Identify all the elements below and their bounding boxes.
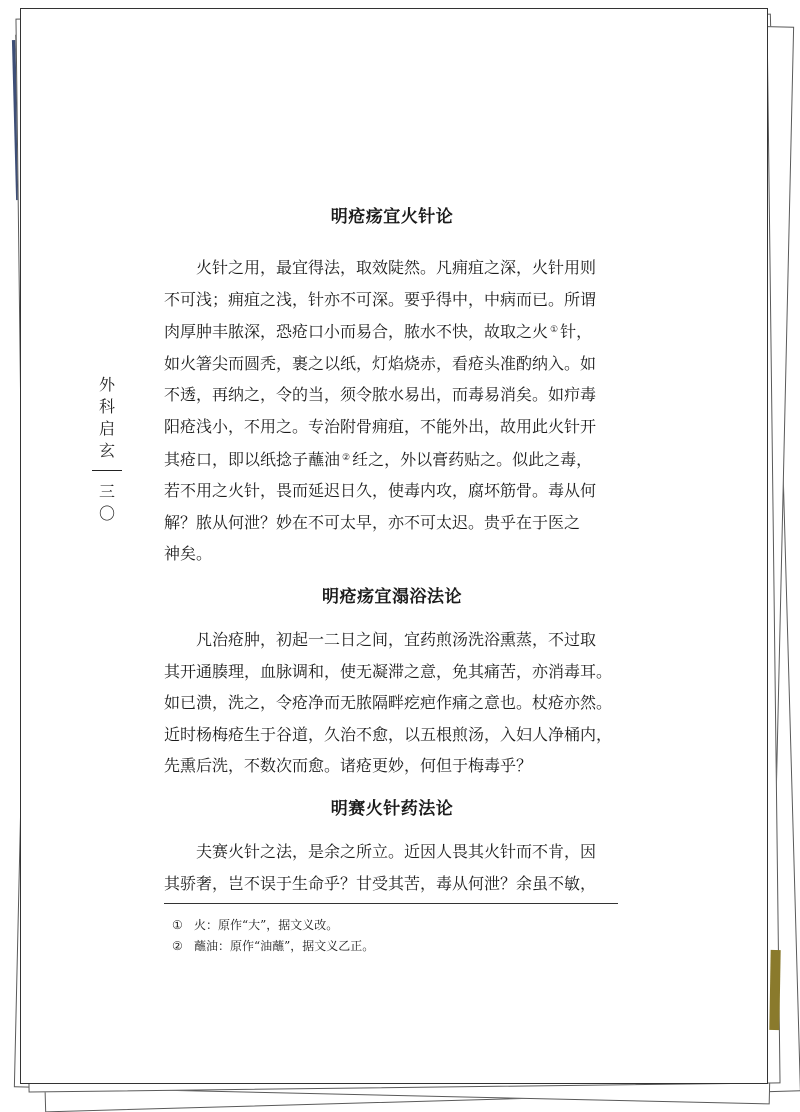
page-number-vertical bbox=[92, 481, 122, 525]
section-heading: 明疮疡宜火针论 bbox=[330, 207, 454, 227]
text-line: 神矣。 bbox=[164, 544, 213, 564]
footnote-text: 蘸油：原作“油蘸”，据文义乙正。 bbox=[194, 939, 375, 953]
text-line: 不透，再纳之，令的当，须令脓水易出，而毒易消矣。如疖毒 bbox=[164, 385, 597, 405]
text-line bbox=[164, 443, 620, 476]
text-line: 火针之用，最宜得法，取效陡然。凡痈疽之深，火针用则 bbox=[196, 258, 597, 277]
book-title-vertical bbox=[92, 374, 122, 462]
footnote-item bbox=[172, 915, 612, 936]
stacked-page-edge bbox=[769, 950, 780, 1030]
text-line: 凡治疮肿，初起一二日之间，宜药煎汤洗浴熏蒸，不过取 bbox=[196, 629, 597, 649]
text-line: 阳疮浅小，不用之。专治附骨痈疽，不能外出，故用此火针开 bbox=[164, 416, 597, 436]
text-run: 其疮口，即以纸捻子蘸油 bbox=[164, 449, 341, 469]
book-title-char: 玄 bbox=[98, 441, 115, 460]
text-line: 近时杨梅疮生于谷道，久治不愈，以五根煎汤，入妇人净桶内， bbox=[164, 724, 613, 744]
text-line: 不可浅；痈疽之浅，针亦不可深。要乎得中，中病而已。所谓 bbox=[164, 289, 597, 309]
book-title-char: 启 bbox=[98, 419, 115, 438]
page-number-char: 三 bbox=[98, 482, 115, 501]
footnote-mark: ① bbox=[172, 918, 183, 932]
text-line: 如火箸尖而圆秃，裹之以纸，灯焰烧赤，看疮头准酌纳入。如 bbox=[164, 353, 597, 373]
text-line: 先熏后洗，不数次而愈。诸疮更妙，何但于梅毒乎？ bbox=[164, 756, 533, 776]
page-number-char: 〇 bbox=[98, 504, 115, 523]
footnote-text: 火：原作“大”，据文义改。 bbox=[194, 918, 339, 932]
text-line: 其开通腠理，血脉调和，使无凝滞之意，免其痛苦，亦消毒耳。 bbox=[164, 661, 613, 681]
book-title-char: 外 bbox=[98, 375, 115, 394]
text-line: 如已溃，洗之，令疮净而无脓隔畔疙疤作痛之意也。杖疮亦然。 bbox=[164, 693, 613, 713]
footnotes bbox=[172, 915, 612, 957]
footnote-item bbox=[172, 936, 612, 957]
footnote-ref[interactable]: ① bbox=[550, 325, 559, 336]
footnote-ref[interactable]: ② bbox=[342, 452, 351, 463]
text-line: 解？脓从何泄？妙在不可太早，亦不可太迟。贵乎在于医之 bbox=[164, 512, 581, 532]
footnote-mark: ② bbox=[172, 939, 183, 953]
text-run: 纴之，外以膏药贴之。似此之毒， bbox=[352, 449, 593, 469]
side-running-title bbox=[92, 374, 122, 525]
text-line: 夫赛火针之法，是余之所立。近因人畏其火针而不肯，因 bbox=[196, 841, 597, 861]
text-line bbox=[164, 315, 620, 348]
text-line: 其骄奢，岂不误于生命乎？甘受其苦，毒从何泄？余虽不敏， bbox=[164, 873, 597, 893]
side-divider bbox=[92, 470, 122, 471]
footnote-divider bbox=[164, 903, 618, 904]
text-run: 针， bbox=[560, 322, 593, 342]
text-line: 若不用之火针，畏而延迟日久，使毒内攻，腐坏筋骨。毒从何 bbox=[164, 481, 597, 501]
section-paragraph bbox=[164, 624, 620, 782]
section-heading: 明赛火针药法论 bbox=[330, 798, 454, 819]
section-paragraph bbox=[164, 836, 620, 899]
page-body bbox=[164, 204, 620, 899]
text-run: 肉厚肿丰脓深，恐疮口小而易合，脓水不快，故取之火 bbox=[164, 322, 549, 342]
section-heading: 明疮疡宜溻浴法论 bbox=[322, 586, 462, 607]
book-title-char: 科 bbox=[98, 397, 115, 416]
section-paragraph bbox=[164, 252, 620, 570]
